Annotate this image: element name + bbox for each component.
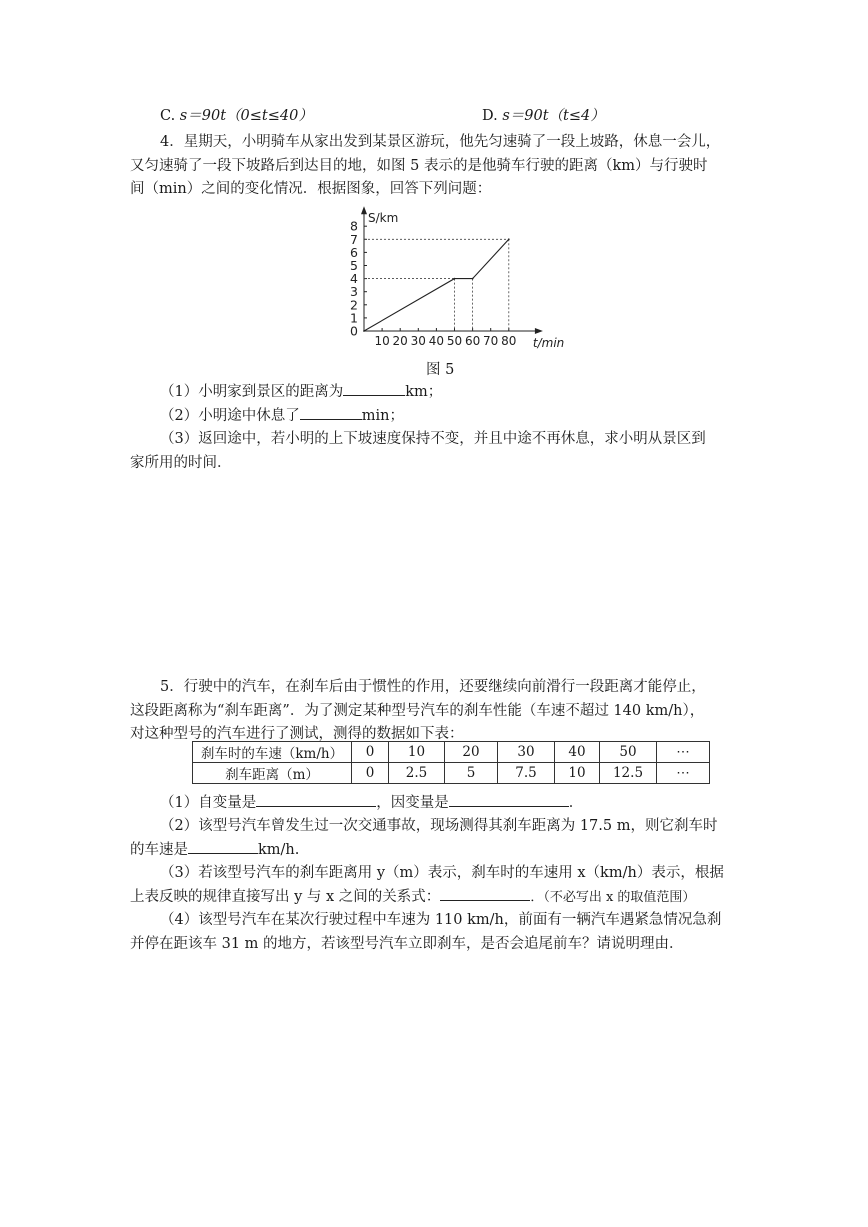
y-tick-label: 7 <box>350 231 358 247</box>
x-tick-label: 80 <box>501 334 517 348</box>
table-cell: 0 <box>352 742 389 763</box>
q5-part2-line: （2）该型号汽车曾发生过一次交通事故，现场测得其刹车距离为 17.5 m，则它刹车时 <box>160 818 718 834</box>
data-point <box>508 238 510 240</box>
q4-intro <box>130 131 740 202</box>
table-cell: 10 <box>389 742 445 763</box>
table-row <box>193 742 710 763</box>
x-tick-label: 10 <box>374 334 390 348</box>
q4-intro-line: 4．星期天，小明骑车从家出发到某景区游玩，他先匀速骑了一段上坡路，休息一会儿， <box>160 134 721 150</box>
option-d <box>482 104 605 125</box>
q5-intro-line: 对这种型号的汽车进行了测试，测得的数据如下表： <box>130 726 464 742</box>
q4-part1-suffix: km； <box>405 384 443 400</box>
table-cell: 50 <box>600 742 657 763</box>
table-cell: 刹车距离（m） <box>193 763 352 784</box>
x-tick-label: 40 <box>428 334 445 348</box>
answer-blank[interactable] <box>300 405 362 420</box>
data-point <box>363 330 365 332</box>
table-cell: 12.5 <box>600 763 657 784</box>
q5-intro-line: 5．行驶中的汽车，在刹车后由于惯性的作用，还要继续向前滑行一段距离才能停止， <box>160 679 706 695</box>
q5-part3 <box>130 862 740 909</box>
q5-part3-suffix: ．（不必写出 x 的取值范围） <box>530 889 696 905</box>
answer-blank[interactable] <box>188 839 258 854</box>
y-axis-label: S/km <box>368 211 399 226</box>
q5-part1-prefix: （1）自变量是 <box>160 795 257 811</box>
y-tick-label: 5 <box>350 258 358 273</box>
q5-part1 <box>160 792 583 816</box>
x-tick-label: 20 <box>392 334 408 348</box>
x-axis-label: t/min <box>532 336 565 350</box>
answer-blank[interactable] <box>256 792 376 807</box>
distance-time-chart <box>330 200 565 360</box>
option-d-text: s＝90t（t≤4） <box>502 108 605 124</box>
q5-intro-line: 这段距离称为“刹车距离”．为了测定某种型号汽车的刹车性能（车速不超过 140 km/h）， <box>130 702 705 719</box>
q4-part3 <box>130 428 740 475</box>
option-c <box>160 104 313 125</box>
y-tick-label: 0 <box>350 323 358 339</box>
x-tick-label: 30 <box>410 334 426 348</box>
table-cell: 10 <box>555 763 600 784</box>
q5-part4-line: 并停在距该车 31 m 的地方，若该型号汽车立即刹车，是否会追尾前车？请说明理由． <box>130 935 684 952</box>
q4-part2-prefix: （2）小明途中休息了 <box>160 408 300 424</box>
figure-caption: 图 5 <box>426 362 455 378</box>
q5-part2-suffix: km/h. <box>258 841 300 858</box>
q4-part3-line: 家所用的时间． <box>130 454 232 471</box>
q5-part4-line: （4）该型号汽车在某次行驶过程中车速为 110 km/h，前面有一辆汽车遇紧急情况急刹 <box>160 912 722 928</box>
x-axis-arrow <box>535 328 543 334</box>
q4-part2-suffix: min； <box>361 408 404 424</box>
y-tick-label: 6 <box>350 244 358 260</box>
q4-intro-line: 又匀速骑了一段下坡路后到达目的地，如图 5 表示的是他骑车行驶的距离（km）与行驶时 <box>130 157 708 174</box>
option-c-text: s＝90t（0≤t≤40） <box>179 108 313 124</box>
table-cell: 刹车时的车速（km/h） <box>193 742 352 763</box>
q4-part3-line: （3）返回途中，若小明的上下坡速度保持不变，并且中途不再休息，求小明从景区到 <box>160 431 706 447</box>
q5-part1-middle: ，因变量是 <box>376 795 449 811</box>
table-cell: 0 <box>352 763 389 784</box>
x-tick-label: 50 <box>446 334 463 348</box>
y-axis-arrow <box>361 206 367 214</box>
q5-intro <box>130 676 740 747</box>
table-row <box>193 763 710 784</box>
q5-part2 <box>130 815 740 862</box>
x-tick-label: 60 <box>464 334 481 348</box>
q4-part2 <box>160 405 404 429</box>
option-d-label: D. <box>482 108 498 124</box>
data-point <box>454 278 456 280</box>
table-cell: 2.5 <box>389 763 445 784</box>
q5-part3-line: （3）若该型号汽车的刹车距离用 y（m）表示，刹车时的车速用 x（km/h）表示，根据 <box>160 865 724 881</box>
y-tick-label: 1 <box>350 310 358 326</box>
q4-intro-line: 间（min）之间的变化情况．根据图象，回答下列问题： <box>130 181 492 197</box>
q5-part4 <box>130 909 740 956</box>
y-tick-label: 4 <box>350 271 358 287</box>
table-cell: 7.5 <box>498 763 555 784</box>
answer-blank[interactable] <box>449 792 569 807</box>
answer-blank[interactable] <box>440 886 530 901</box>
y-tick-label: 8 <box>350 218 358 234</box>
table-cell: 5 <box>445 763 498 784</box>
table-cell: 40 <box>555 742 600 763</box>
y-tick-label: 2 <box>350 297 358 313</box>
q4-part1-prefix: （1）小明家到景区的距离为 <box>160 384 344 400</box>
option-c-label: C. <box>160 108 176 124</box>
table-cell: 20 <box>445 742 498 763</box>
data-point <box>472 278 474 280</box>
x-tick-label: 70 <box>483 334 499 348</box>
q5-part2-prefix: 的车速是 <box>130 841 188 858</box>
q5-part3-prefix: 上表反映的规律直接写出 y 与 x 之间的关系式： <box>130 888 441 905</box>
q5-part1-suffix: ． <box>568 795 584 811</box>
distance-series-line <box>364 239 509 331</box>
braking-data-table <box>192 741 710 784</box>
table-cell: ⋯ <box>657 763 710 784</box>
answer-blank[interactable] <box>343 381 405 396</box>
table-cell: 30 <box>498 742 555 763</box>
table-cell: ⋯ <box>657 742 710 763</box>
q4-part1 <box>160 381 442 405</box>
y-tick-label: 3 <box>350 284 358 300</box>
